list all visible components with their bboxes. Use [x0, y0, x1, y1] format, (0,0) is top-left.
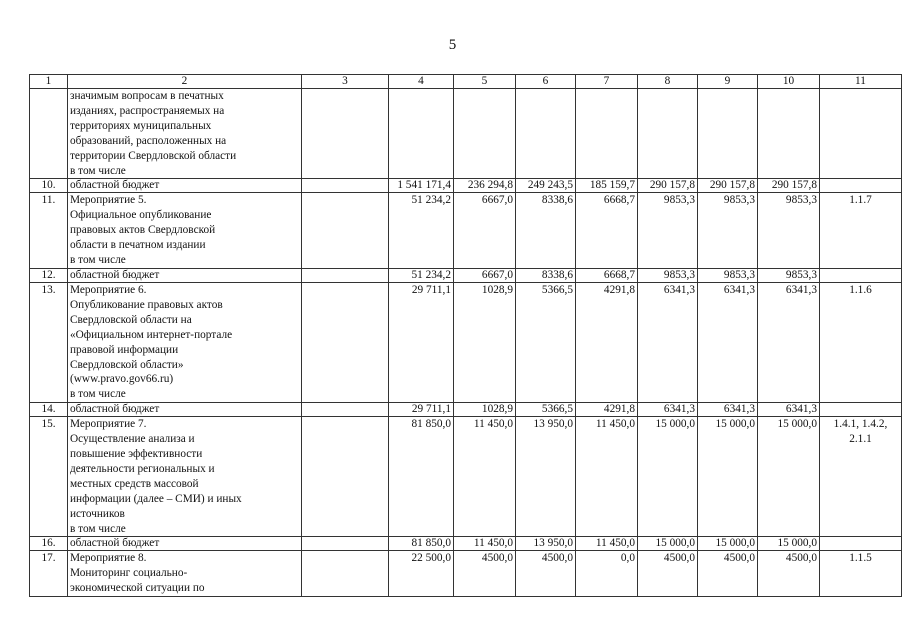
value-col5: 1028,9	[454, 282, 516, 402]
value-col10	[758, 89, 820, 179]
value-col8: 15 000,0	[638, 417, 698, 537]
value-col4: 51 234,2	[389, 193, 454, 269]
description-line: Свердловской области на	[70, 313, 192, 326]
row-description	[68, 179, 302, 193]
value-col8: 9853,3	[638, 193, 698, 269]
value-col9: 290 157,8	[698, 179, 758, 193]
value-col7: 4291,8	[576, 403, 638, 417]
description-line: правовой информации	[70, 343, 179, 356]
value-col8: 15 000,0	[638, 537, 698, 551]
row-number: 16.	[30, 537, 68, 551]
row-number: 14.	[30, 403, 68, 417]
value-col5	[454, 89, 516, 179]
column-header-10: 10	[758, 75, 820, 89]
description-line: изданиях, распространяемых на	[70, 104, 225, 117]
code-line: 1.4.1, 1.4.2,	[833, 418, 888, 431]
description-line: информации (далее – СМИ) и иных	[70, 492, 242, 505]
description-line: (www.pravo.gov66.ru)	[70, 373, 174, 386]
table-row	[30, 268, 902, 282]
value-col10: 6341,3	[758, 403, 820, 417]
row-col3	[302, 179, 389, 193]
row-number	[30, 89, 68, 179]
row-description	[68, 89, 302, 179]
table-row	[30, 193, 902, 269]
value-col10: 6341,3	[758, 282, 820, 402]
value-col9	[698, 89, 758, 179]
value-col6: 8338,6	[516, 193, 576, 269]
column-header-7: 7	[576, 75, 638, 89]
description-line: Мероприятие 7.	[70, 418, 147, 431]
target-code	[820, 417, 902, 537]
value-col10: 9853,3	[758, 193, 820, 269]
table-row	[30, 282, 902, 402]
target-code	[820, 551, 902, 597]
target-code	[820, 179, 902, 193]
description-line: образований, расположенных на	[70, 134, 227, 147]
value-col7: 6668,7	[576, 268, 638, 282]
value-col6: 5366,5	[516, 282, 576, 402]
value-col8: 4500,0	[638, 551, 698, 597]
value-col7: 185 159,7	[576, 179, 638, 193]
description-line: области в печатном издании	[70, 239, 206, 252]
description-line: Мониторинг социально-	[70, 567, 188, 580]
value-col4: 22 500,0	[389, 551, 454, 597]
row-number: 12.	[30, 268, 68, 282]
value-col7: 4291,8	[576, 282, 638, 402]
code-line: 1.1.6	[849, 283, 872, 296]
column-header-11: 11	[820, 75, 902, 89]
page-number: 5	[448, 37, 457, 53]
value-col5: 4500,0	[454, 551, 516, 597]
description-line: источников	[70, 507, 125, 520]
value-col9: 6341,3	[698, 282, 758, 402]
value-col9: 6341,3	[698, 403, 758, 417]
row-col3	[302, 268, 389, 282]
description-line: в том числе	[70, 522, 126, 535]
code-line: 2.1.1	[849, 433, 872, 446]
description-line: Мероприятие 6.	[70, 283, 147, 296]
value-col4: 29 711,1	[389, 403, 454, 417]
value-col10: 9853,3	[758, 268, 820, 282]
value-col6: 5366,5	[516, 403, 576, 417]
description-line: областной бюджет	[70, 403, 160, 416]
value-col6: 249 243,5	[516, 179, 576, 193]
row-number: 13.	[30, 282, 68, 402]
value-col7: 11 450,0	[576, 417, 638, 537]
value-col5: 11 450,0	[454, 417, 516, 537]
target-code	[820, 403, 902, 417]
value-col8: 9853,3	[638, 268, 698, 282]
value-col5: 11 450,0	[454, 537, 516, 551]
value-col7: 11 450,0	[576, 537, 638, 551]
row-col3	[302, 551, 389, 597]
row-description	[68, 403, 302, 417]
description-line: в том числе	[70, 388, 126, 401]
row-number: 11.	[30, 193, 68, 269]
value-col6	[516, 89, 576, 179]
table-row	[30, 537, 902, 551]
description-line: областной бюджет	[70, 268, 160, 281]
target-code	[820, 537, 902, 551]
value-col10: 15 000,0	[758, 417, 820, 537]
row-description	[68, 282, 302, 402]
description-line: «Официальном интернет-портале	[70, 328, 233, 341]
value-col4: 29 711,1	[389, 282, 454, 402]
target-code	[820, 282, 902, 402]
code-line: 1.1.7	[849, 194, 872, 207]
value-col8: 290 157,8	[638, 179, 698, 193]
description-line: Мероприятие 8.	[70, 552, 147, 565]
row-col3	[302, 417, 389, 537]
description-line: Осуществление анализа и	[70, 433, 195, 446]
value-col5: 1028,9	[454, 403, 516, 417]
value-col8: 6341,3	[638, 282, 698, 402]
row-number: 17.	[30, 551, 68, 597]
description-line: деятельности региональных и	[70, 462, 215, 475]
column-header-1: 1	[30, 75, 68, 89]
value-col6: 4500,0	[516, 551, 576, 597]
row-description	[68, 193, 302, 269]
table-row	[30, 551, 902, 597]
value-col4: 1 541 171,4	[389, 179, 454, 193]
row-col3	[302, 193, 389, 269]
description-line: правовых актов Свердловской	[70, 224, 216, 237]
value-col5: 236 294,8	[454, 179, 516, 193]
row-col3	[302, 403, 389, 417]
description-line: Мероприятие 5.	[70, 194, 147, 207]
row-number: 15.	[30, 417, 68, 537]
column-header-2: 2	[68, 75, 302, 89]
description-line: Официальное опубликование	[70, 209, 212, 222]
target-code	[820, 193, 902, 269]
column-header-8: 8	[638, 75, 698, 89]
value-col4: 51 234,2	[389, 268, 454, 282]
row-description	[68, 537, 302, 551]
value-col10: 4500,0	[758, 551, 820, 597]
table-row	[30, 89, 902, 179]
description-line: областной бюджет	[70, 179, 160, 192]
value-col4: 81 850,0	[389, 417, 454, 537]
row-description	[68, 551, 302, 597]
target-code	[820, 268, 902, 282]
value-col9: 9853,3	[698, 193, 758, 269]
value-col7	[576, 89, 638, 179]
description-line: значимым вопросам в печатных	[70, 90, 224, 102]
value-col8: 6341,3	[638, 403, 698, 417]
value-col9: 15 000,0	[698, 537, 758, 551]
row-col3	[302, 89, 389, 179]
value-col8	[638, 89, 698, 179]
value-col5: 6667,0	[454, 193, 516, 269]
row-description	[68, 268, 302, 282]
header-row	[30, 75, 902, 89]
column-header-6: 6	[516, 75, 576, 89]
value-col9: 9853,3	[698, 268, 758, 282]
description-line: территориях муниципальных	[70, 119, 212, 132]
value-col4: 81 850,0	[389, 537, 454, 551]
value-col10: 290 157,8	[758, 179, 820, 193]
table-body	[30, 75, 902, 597]
row-number: 10.	[30, 179, 68, 193]
row-description	[68, 417, 302, 537]
budget-table	[29, 74, 902, 597]
row-col3	[302, 282, 389, 402]
value-col6: 13 950,0	[516, 537, 576, 551]
value-col5: 6667,0	[454, 268, 516, 282]
code-line: 1.1.5	[849, 552, 872, 565]
value-col7: 0,0	[576, 551, 638, 597]
description-line: Свердловской области»	[70, 358, 184, 371]
table-row	[30, 403, 902, 417]
column-header-4: 4	[389, 75, 454, 89]
column-header-3: 3	[302, 75, 389, 89]
value-col10: 15 000,0	[758, 537, 820, 551]
table-row	[30, 179, 902, 193]
description-line: областной бюджет	[70, 537, 160, 550]
column-header-5: 5	[454, 75, 516, 89]
description-line: в том числе	[70, 164, 126, 177]
row-col3	[302, 537, 389, 551]
value-col9: 15 000,0	[698, 417, 758, 537]
value-col4	[389, 89, 454, 179]
value-col6: 13 950,0	[516, 417, 576, 537]
column-header-9: 9	[698, 75, 758, 89]
description-line: экономической ситуации по	[70, 582, 205, 595]
description-line: в том числе	[70, 254, 126, 267]
description-line: повышение эффективности	[70, 448, 203, 461]
description-line: местных средств массовой	[70, 477, 199, 490]
table-row	[30, 417, 902, 537]
target-code	[820, 89, 902, 179]
description-line: Опубликование правовых актов	[70, 298, 223, 311]
description-line: территории Свердловской области	[70, 149, 237, 162]
value-col6: 8338,6	[516, 268, 576, 282]
value-col7: 6668,7	[576, 193, 638, 269]
value-col9: 4500,0	[698, 551, 758, 597]
